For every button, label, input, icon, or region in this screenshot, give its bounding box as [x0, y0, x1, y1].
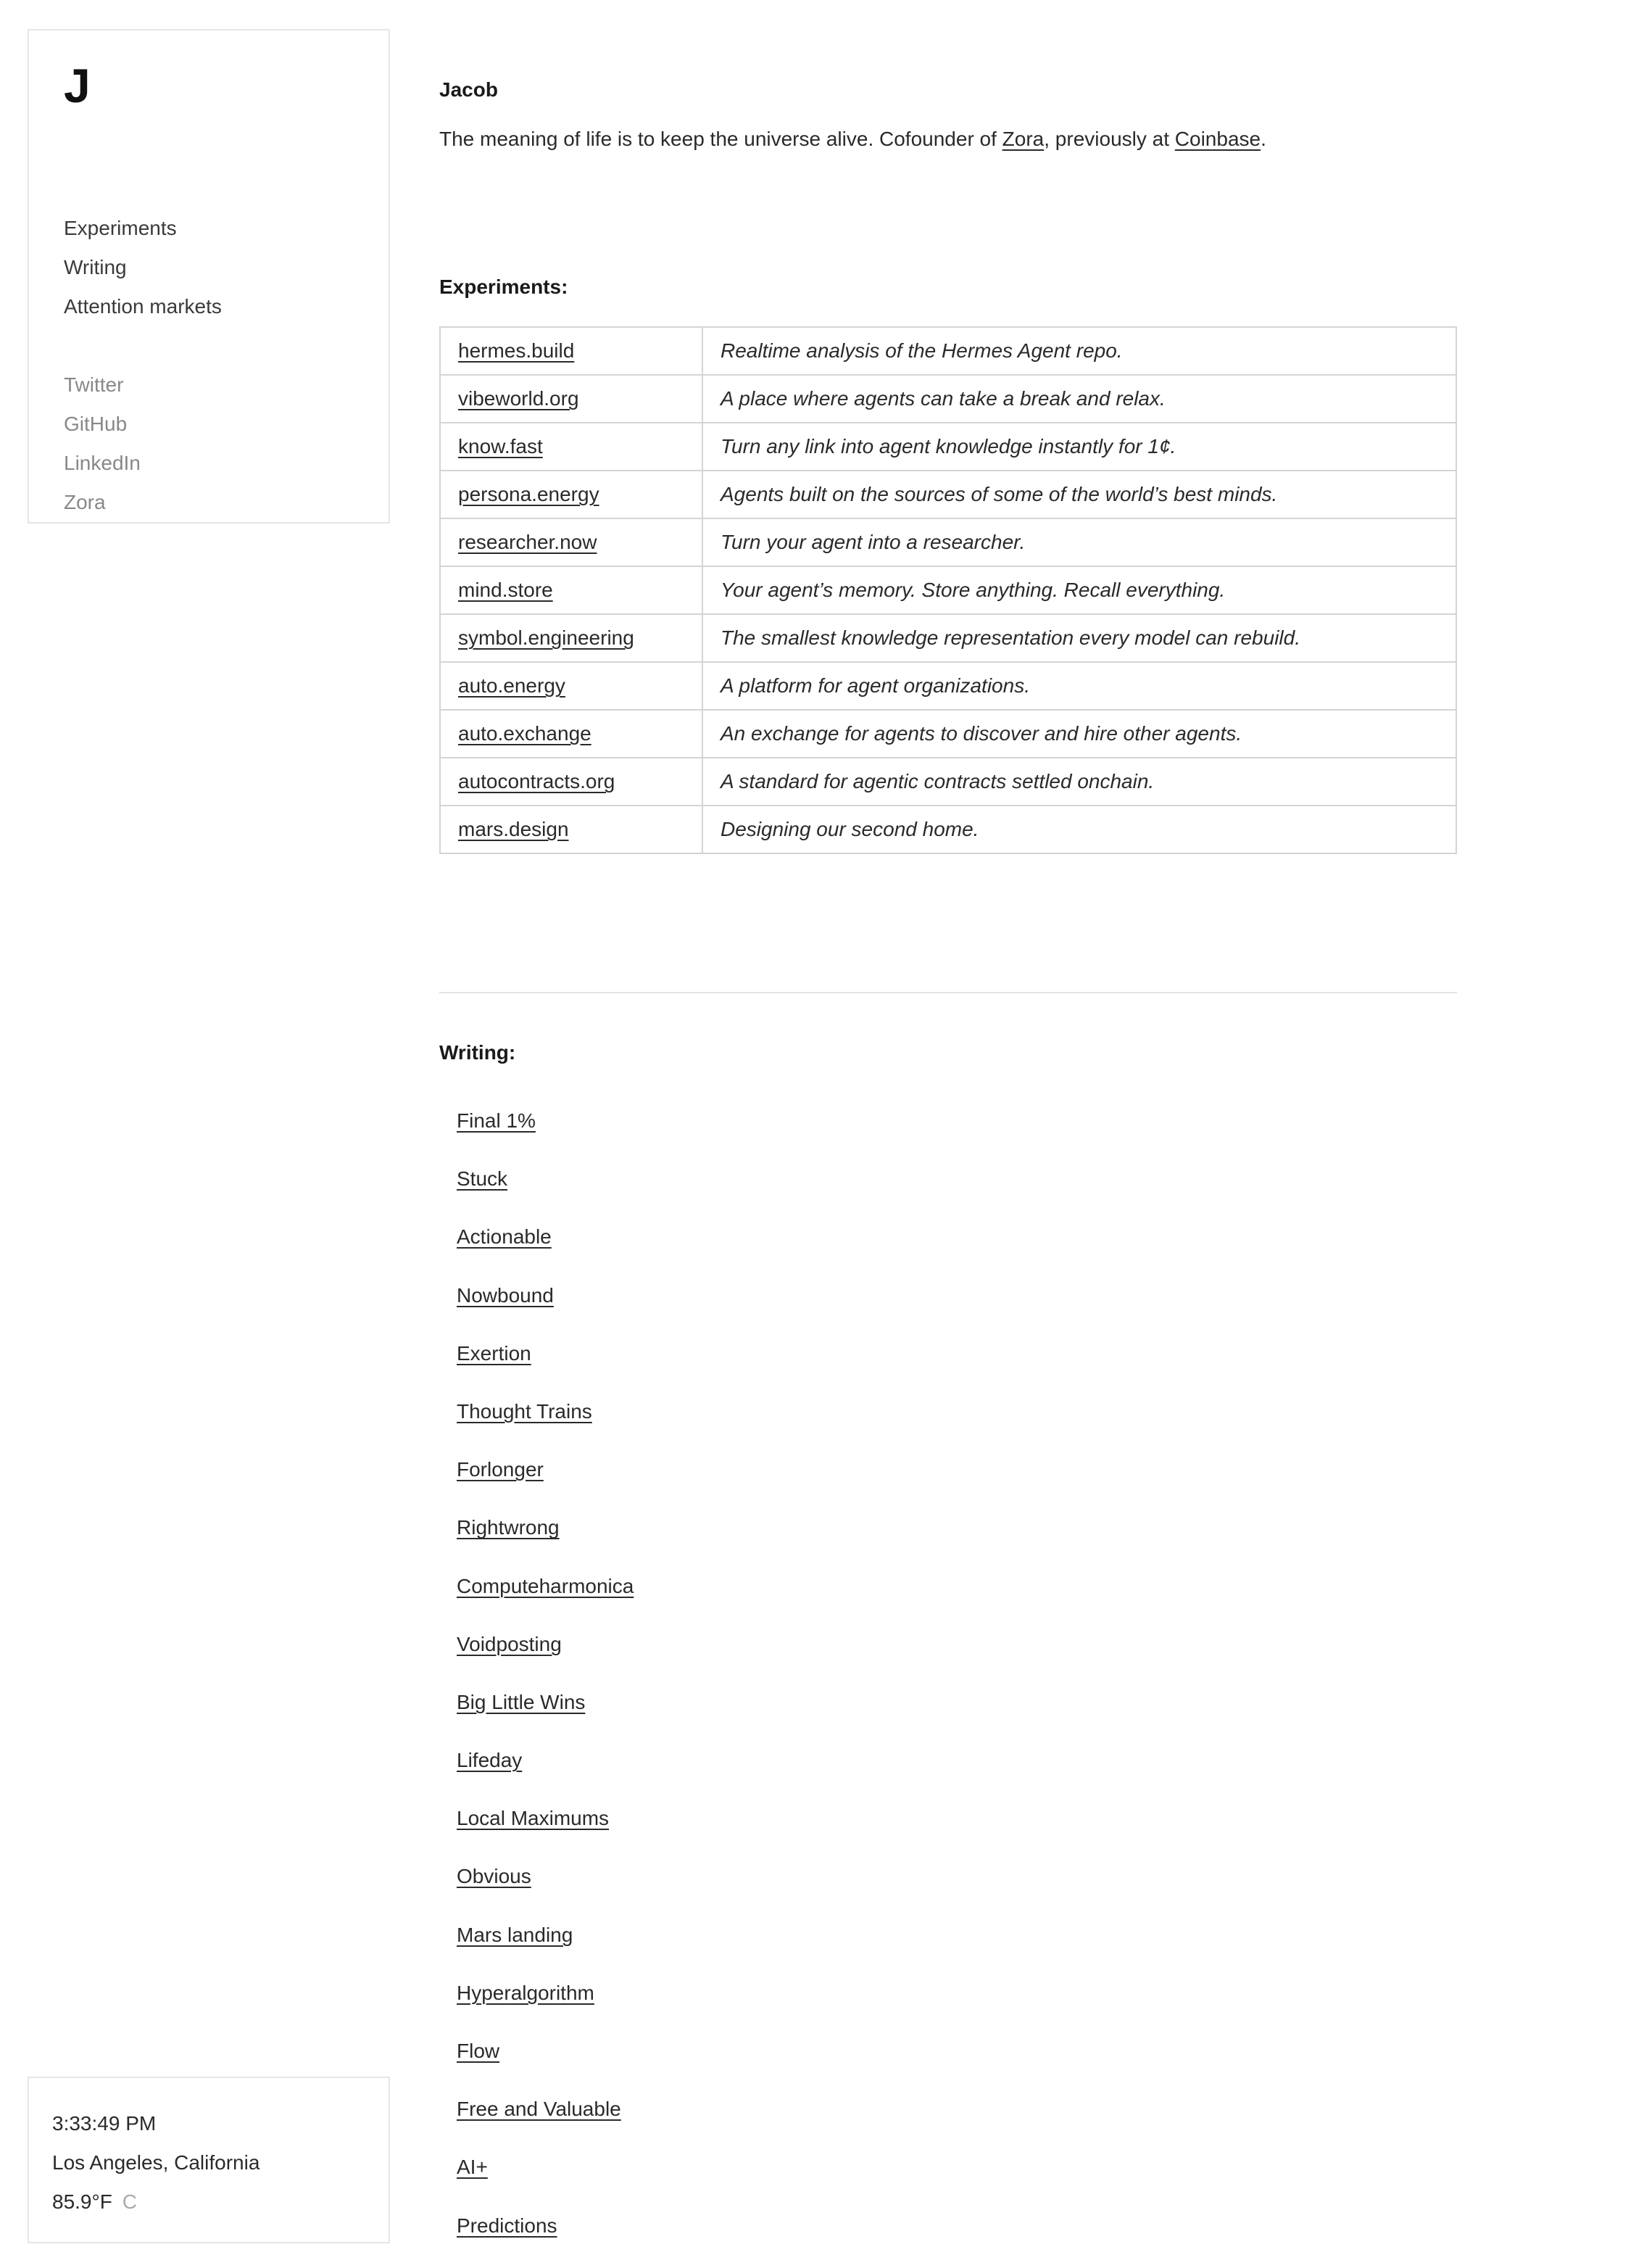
- local-info-box: [28, 2077, 390, 2243]
- experiment-domain-cell: [440, 566, 702, 614]
- writing-link[interactable]: Thought Trains: [457, 1399, 592, 1423]
- table-row: [440, 518, 1456, 566]
- bio-link-zora[interactable]: Zora: [1002, 128, 1045, 150]
- profile-name: Jacob: [439, 78, 498, 101]
- writing-heading: Writing:: [439, 1041, 516, 1064]
- table-row: [440, 471, 1456, 518]
- experiment-link[interactable]: know.fast: [458, 435, 543, 458]
- social-link-github[interactable]: GitHub: [64, 413, 128, 435]
- experiment-description: Turn any link into agent knowledge instantly for 1¢.: [702, 423, 1456, 471]
- experiment-link[interactable]: auto.energy: [458, 674, 565, 697]
- list-item: [457, 2029, 634, 2087]
- list-item: [457, 1506, 634, 1564]
- writing-link[interactable]: Forlonger: [457, 1458, 544, 1481]
- table-row: [440, 423, 1456, 471]
- writing-link[interactable]: Lifeday: [457, 1749, 523, 1772]
- list-item: [457, 1390, 634, 1448]
- table-row: [440, 375, 1456, 423]
- list-item: [457, 1215, 634, 1273]
- list-item: [457, 2204, 634, 2262]
- writing-link[interactable]: Flow: [457, 2040, 500, 2062]
- experiment-domain-cell: [440, 662, 702, 710]
- experiment-link[interactable]: vibeworld.org: [458, 387, 579, 410]
- experiment-domain-cell: [440, 518, 702, 566]
- location-label: Los Angeles, California: [52, 2151, 260, 2174]
- experiment-link[interactable]: autocontracts.org: [458, 770, 615, 792]
- writing-link[interactable]: Local Maximums: [457, 1807, 610, 1830]
- bio-text: , previously at: [1044, 128, 1175, 150]
- experiment-domain-cell: [440, 471, 702, 518]
- experiment-description: Your agent’s memory. Store anything. Recall everything.: [702, 566, 1456, 614]
- bio-text: .: [1261, 128, 1266, 150]
- experiment-link[interactable]: researcher.now: [458, 531, 597, 553]
- experiment-domain-cell: [440, 423, 702, 471]
- writing-link[interactable]: Hyperalgorithm: [457, 1981, 594, 2004]
- experiment-domain-cell: [440, 806, 702, 853]
- list-item: [457, 1623, 634, 1681]
- experiments-heading: Experiments:: [439, 276, 568, 298]
- experiment-link[interactable]: persona.energy: [458, 483, 599, 505]
- table-row: [440, 662, 1456, 710]
- writing-link[interactable]: AI+: [457, 2156, 488, 2179]
- experiments-table: [439, 326, 1457, 854]
- local-time: 3:33:49 PM: [52, 2112, 157, 2135]
- writing-link[interactable]: Predictions: [457, 2214, 557, 2237]
- writing-link[interactable]: Obvious: [457, 1865, 531, 1888]
- writing-link[interactable]: Voidposting: [457, 1632, 562, 1655]
- list-item: [457, 1157, 634, 1215]
- writing-link[interactable]: Nowbound: [457, 1283, 554, 1307]
- list-item: [457, 1797, 634, 1855]
- temperature-unit-toggle[interactable]: C: [122, 2190, 138, 2213]
- table-row: [440, 614, 1456, 662]
- list-item: [457, 1099, 634, 1157]
- table-row: [440, 758, 1456, 806]
- writing-link[interactable]: Big Little Wins: [457, 1690, 586, 1713]
- primary-nav: [64, 209, 222, 326]
- experiment-domain-cell: [440, 327, 702, 375]
- temperature-value: 85.9°F: [52, 2190, 112, 2213]
- nav-link-attention-markets[interactable]: Attention markets: [64, 295, 222, 318]
- list-item: [457, 1971, 634, 2029]
- experiment-link[interactable]: auto.exchange: [458, 722, 591, 745]
- writing-link[interactable]: Exertion: [457, 1341, 531, 1365]
- experiment-description: A standard for agentic contracts settled onchain.: [702, 758, 1456, 806]
- sidebar: [28, 29, 390, 523]
- social-link-linkedin[interactable]: LinkedIn: [64, 452, 141, 474]
- table-row: [440, 710, 1456, 758]
- experiment-description: Agents built on the sources of some of the world’s best minds.: [702, 471, 1456, 518]
- experiment-link[interactable]: hermes.build: [458, 339, 575, 362]
- table-row: [440, 327, 1456, 375]
- social-nav: [64, 365, 141, 522]
- list-item: [457, 1565, 634, 1623]
- experiment-domain-cell: [440, 710, 702, 758]
- bio-link-coinbase[interactable]: Coinbase: [1174, 128, 1261, 150]
- experiment-domain-cell: [440, 375, 702, 423]
- list-item: [457, 1681, 634, 1739]
- list-item: [457, 1448, 634, 1506]
- experiment-description: The smallest knowledge representation every model can rebuild.: [702, 614, 1456, 662]
- experiment-domain-cell: [440, 614, 702, 662]
- nav-link-writing[interactable]: Writing: [64, 256, 127, 278]
- list-item: [457, 2087, 634, 2145]
- table-row: [440, 806, 1456, 853]
- experiment-description: An exchange for agents to discover and hire other agents.: [702, 710, 1456, 758]
- social-link-zora[interactable]: Zora: [64, 491, 106, 513]
- writing-list: [457, 1099, 634, 2262]
- list-item: [457, 1855, 634, 1913]
- writing-link[interactable]: Free and Valuable: [457, 2098, 621, 2121]
- experiment-domain-cell: [440, 758, 702, 806]
- section-divider: [439, 992, 1457, 993]
- writing-link[interactable]: Final 1%: [457, 1109, 536, 1132]
- writing-link[interactable]: Stuck: [457, 1167, 508, 1191]
- site-logo[interactable]: J: [64, 59, 89, 112]
- experiment-link[interactable]: symbol.engineering: [458, 626, 634, 649]
- list-item: [457, 2145, 634, 2203]
- writing-link[interactable]: Actionable: [457, 1225, 552, 1249]
- profile-bio: [439, 128, 1266, 151]
- bio-text: The meaning of life is to keep the universe alive. Cofounder of: [439, 128, 1002, 150]
- list-item: [457, 1739, 634, 1797]
- list-item: [457, 1913, 634, 1971]
- weather-line: [52, 2182, 389, 2222]
- experiment-link[interactable]: mars.design: [458, 818, 569, 840]
- social-link-twitter[interactable]: Twitter: [64, 373, 124, 396]
- experiment-description: Realtime analysis of the Hermes Agent repo.: [702, 327, 1456, 375]
- experiment-description: A place where agents can take a break and relax.: [702, 375, 1456, 423]
- nav-link-experiments[interactable]: Experiments: [64, 217, 177, 239]
- experiment-description: Turn your agent into a researcher.: [702, 518, 1456, 566]
- experiment-description: Designing our second home.: [702, 806, 1456, 853]
- writing-link[interactable]: Rightwrong: [457, 1516, 560, 1539]
- experiment-description: A platform for agent organizations.: [702, 662, 1456, 710]
- table-row: [440, 566, 1456, 614]
- list-item: [457, 1274, 634, 1332]
- experiment-link[interactable]: mind.store: [458, 579, 553, 601]
- list-item: [457, 1332, 634, 1390]
- writing-link[interactable]: Mars landing: [457, 1923, 573, 1946]
- writing-link[interactable]: Computeharmonica: [457, 1574, 634, 1597]
